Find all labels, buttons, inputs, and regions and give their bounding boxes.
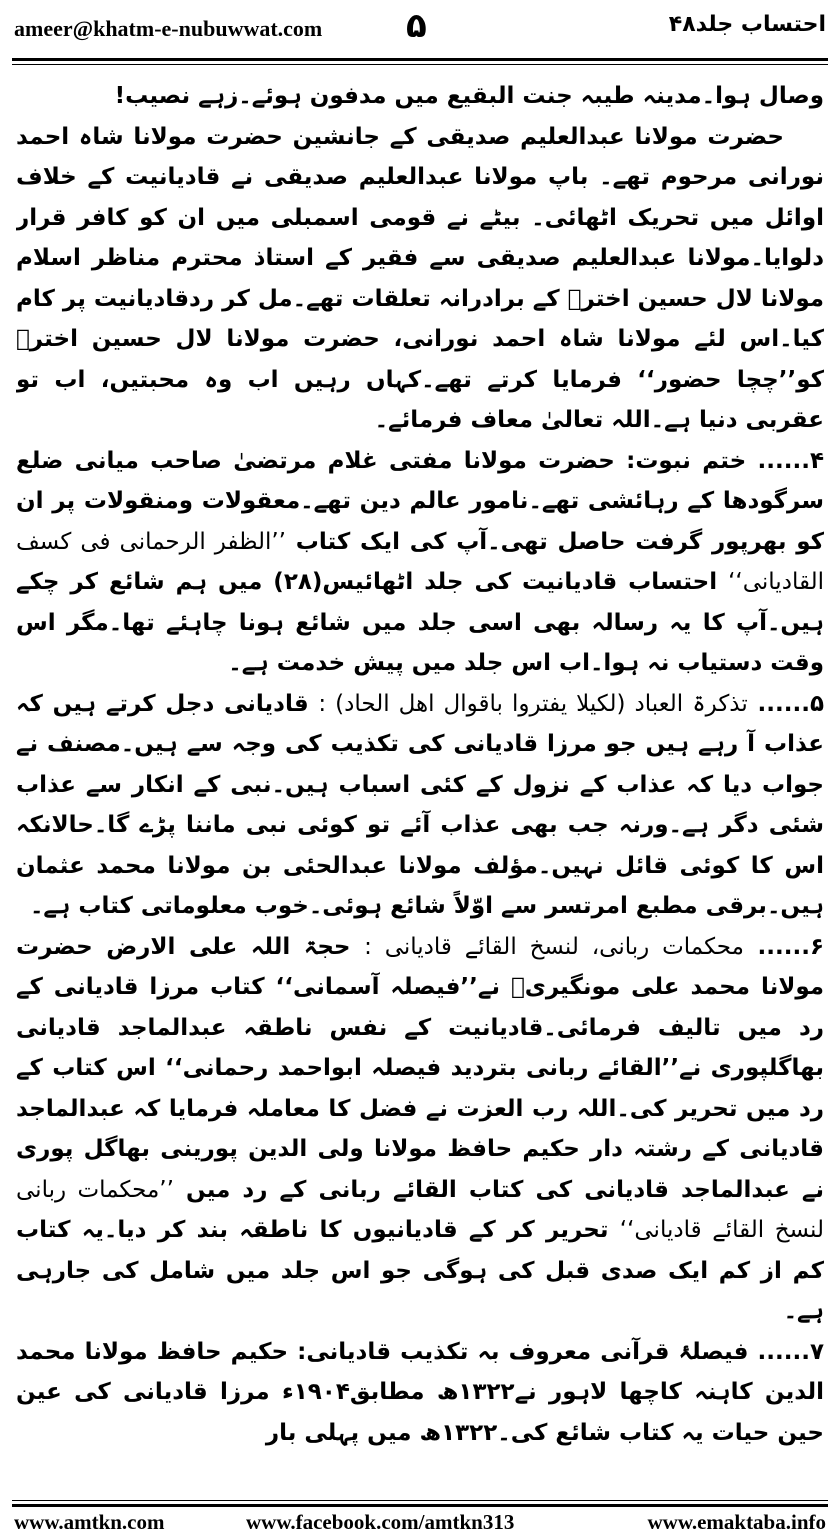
section-4-title: ختم نبوت: <box>626 447 747 474</box>
section-5-title: تذکرۃ العباد (لکیلا یفتروا باقوال اھل الحاد) : <box>318 690 748 717</box>
section-6-number: ۶...... <box>757 933 824 960</box>
section-4 <box>16 441 824 684</box>
section-7-text: حکیم حافظ مولانا محمد الدین کاہنہ کاچھا لاہور نے۱۳۲۲ھ مطابق۱۹۰۴ء مرزا قادیانی کی عین حین حیات یہ کتاب شائع کی۔۱۳۲۲ھ میں پہلی بار <box>16 1338 824 1446</box>
paragraph-1: وصال ہوا۔مدینہ طیبہ جنت البقیع میں مدفون ہوئے۔زہے نصیب! <box>114 83 824 109</box>
volume-title: احتساب جلد۴۸ <box>668 12 826 37</box>
footer-rule-thin <box>12 1500 828 1501</box>
section-4-text: حضرت مولانا مفتی غلام مرتضیٰ صاحب میانی ضلع سرگودھا کے رہائشی تھے۔نامور عالم دین تھے۔معقولات ومنقولات پر ان کو بھرپور گرفت حاصل تھی۔آپ کی ایک کتاب <box>16 447 824 555</box>
section-6-title: محکمات ربانی، لنسخ القائے قادیانی : <box>364 933 744 960</box>
section-4-number: ۴...... <box>757 447 824 474</box>
footer-link-facebook[interactable]: www.facebook.com/amtkn313 <box>246 1510 515 1534</box>
section-6-book-title: ’’محکمات ربانی لنسخ القائے قادیانی‘‘ <box>16 1176 824 1243</box>
section-6 <box>16 927 824 1332</box>
header-rule-thin <box>12 64 828 65</box>
section-5 <box>16 684 824 927</box>
header-email: ameer@khatm-e-nubuwwat.com <box>14 16 323 41</box>
section-7 <box>16 1332 824 1454</box>
page-footer <box>14 1510 826 1538</box>
footer-link-emaktaba[interactable]: www.emaktaba.info <box>647 1510 826 1534</box>
paragraph-2: حضرت مولانا عبدالعلیم صدیقی کے جانشین حضرت مولانا شاہ احمد نورانی مرحوم تھے۔ باپ مولانا عبدالعلیم صدیقی نے قادیانیت کے خلاف اوائل میں تحریک اٹھائی۔ بیٹے نے قومی اسمبلی میں ان کو کافر قرار دلوایا۔مولانا عبدالعلیم صدیقی سے فقیر کے استاذ محترم مناظر اسلام مولانا لال حسین اخترؒ کے برادرانہ تعلقات تھے۔مل کر ردقادیانیت پر کام کیا۔اس لئے مولانا شاہ احمد نورانی، حضرت مولانا لال حسین اخترؒ کو’’چچا حضور‘‘ فرمایا کرتے تھے۔کہاں رہیں اب وہ محبتیں، اب تو عقربی دنیا ہے۔اللہ تعالیٰ معاف فرمائے۔ <box>16 123 824 433</box>
body-text <box>16 76 824 1492</box>
section-4-book-title: ’’الظفر الرحمانی فی کسف القادیانی‘‘ <box>16 528 824 595</box>
header-rule-thick <box>12 58 828 61</box>
footer-rule-thick <box>12 1504 828 1507</box>
section-6-text-2: تحریر کر کے قادیانیوں کا ناطقہ بند کر دیا۔یہ کتاب کم از کم ایک صدی قبل کی ہوگی جو اس جلد میں شامل کی جارہی ہے۔ <box>16 1217 824 1324</box>
section-6-text: حجۃ اللہ علی الارض حضرت مولانا محمد علی مونگیریؒ نے’’فیصلہ آسمانی‘‘ کتاب مرزا قادیانی کے رد میں تالیف فرمائی۔قادیانیت کے نفس ناطقہ عبدالماجد قادیانی بھاگلپوری نے’’القائے ربانی بتردید فیصلہ ابواحمد رحمانی‘‘ اس کتاب کے رد میں تحریر کی۔اللہ رب العزت نے فضل کا معاملہ فرمایا کہ عبدالماجد قادیانی کے رشتہ دار حکیم حافظ مولانا ولی الدین پورینی بھاگل پوری نے عبدالماجد قادیانی کی کتاب القائے ربانی کے رد میں <box>16 933 824 1203</box>
section-7-number: ۷...... <box>757 1338 824 1365</box>
section-4-text-2: احتساب قادیانیت کی جلد اٹھائیس(۲۸) میں ہم شائع کر چکے ہیں۔آپ کا یہ رسالہ بھی اسی جلد میں شائع ہونا چاہئے تھا۔مگر اس وقت دستیاب نہ ہوا۔اب اس جلد میں پیش خدمت ہے۔ <box>16 569 824 676</box>
section-5-number: ۵...... <box>757 690 824 717</box>
page-number: ۵ <box>406 6 427 46</box>
footer-link-amtkn[interactable]: www.amtkn.com <box>14 1510 165 1534</box>
page-header <box>14 6 826 52</box>
section-7-title: فیصلۂ قرآنی معروف بہ تکذیب قادیانی: <box>297 1338 749 1365</box>
section-5-text: قادیانی دجل کرتے ہیں کہ عذاب آ رہے ہیں جو مرزا قادیانی کی تکذیب کی وجہ سے ہیں۔مصنف نے جواب دیا کہ عذاب کے نزول کے کئی اسباب ہیں۔نبی کے انکار سے عذاب شئی دگر ہے۔ورنہ جب بھی عذاب آئے تو کوئی نبی ماننا پڑے گا۔حالانکہ اس کا کوئی قائل نہیں۔مؤلف مولانا عبدالحئی بن مولانا محمد عثمان ہیں۔برقی مطبع امرتسر سے اوّلاً شائع ہوئی۔خوب معلوماتی کتاب ہے۔ <box>16 690 824 919</box>
